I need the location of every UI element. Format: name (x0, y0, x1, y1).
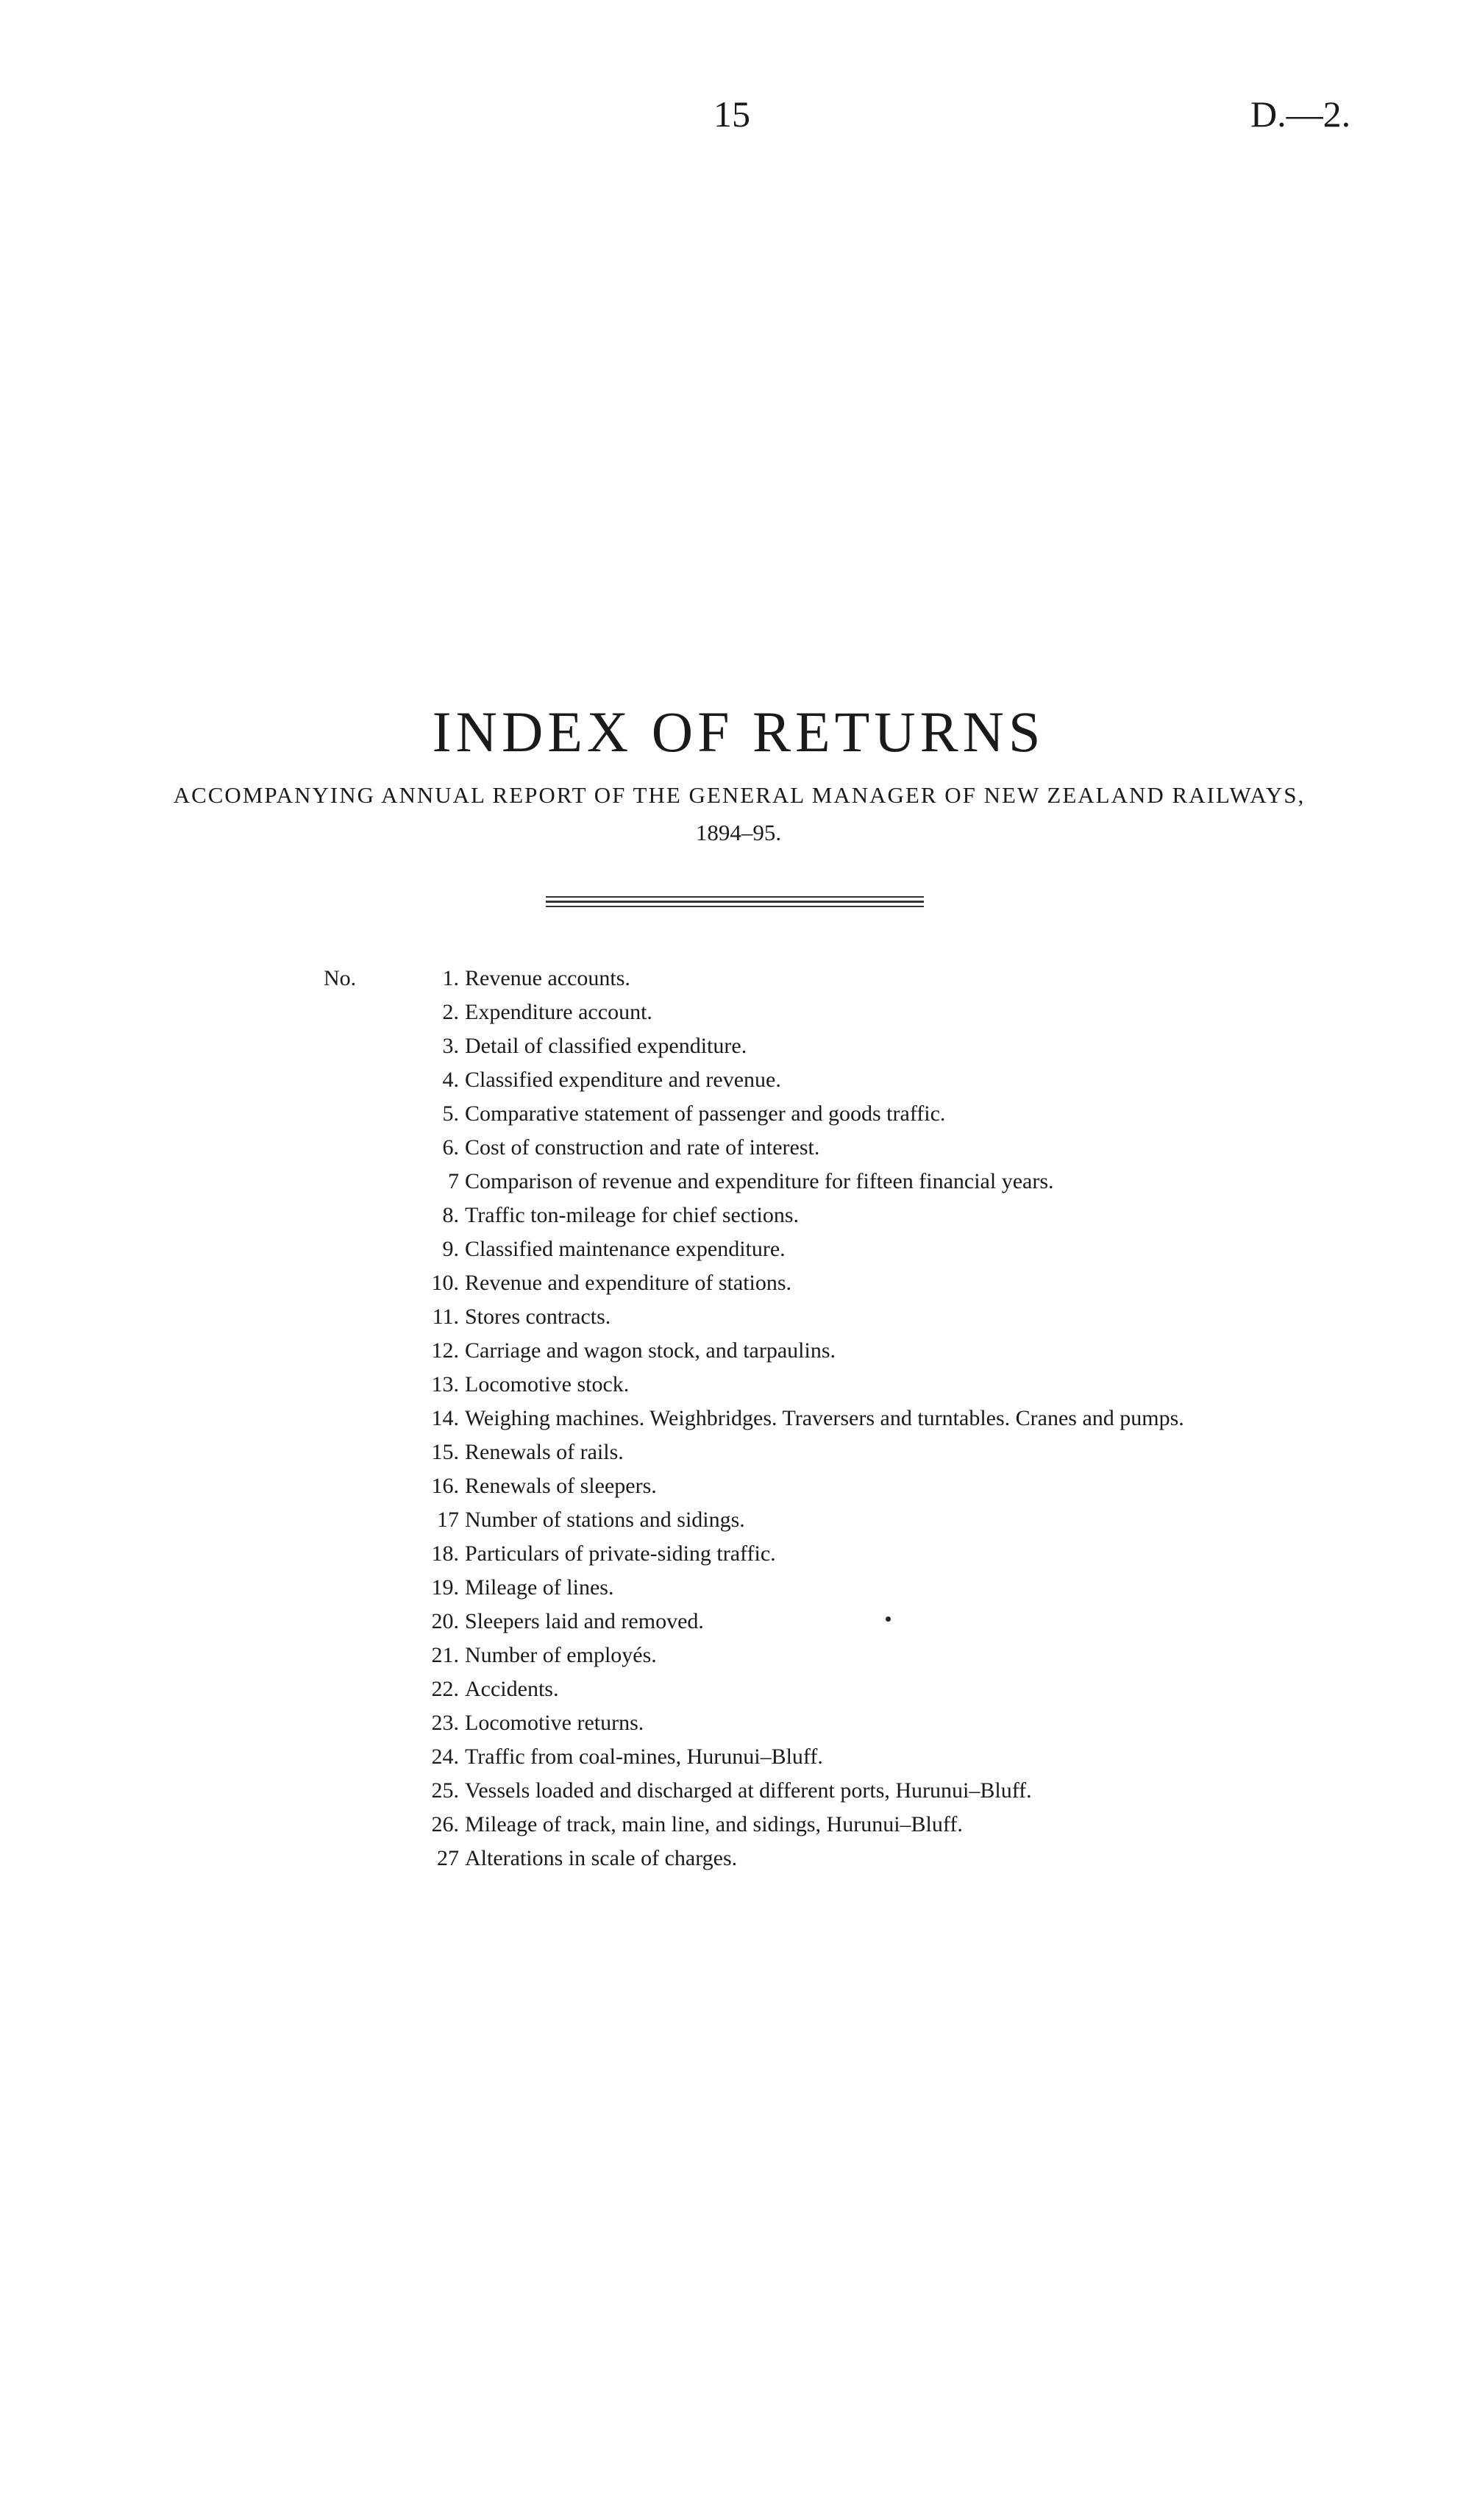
index-item-text: Classified expenditure and revenue. (465, 1068, 781, 1092)
index-item (324, 1199, 1427, 1232)
index-item-number: 6. (442, 1135, 459, 1160)
index-item (324, 1842, 1427, 1875)
index-item-number: 22. (431, 1677, 459, 1701)
index-item-number: 19. (431, 1575, 459, 1600)
divider-rule (546, 906, 924, 907)
index-item (324, 1537, 1427, 1571)
index-item-number: 25. (431, 1778, 459, 1803)
index-item (324, 1131, 1427, 1165)
index-item-text: Detail of classified expenditure. (465, 1034, 747, 1058)
index-item-number: 3. (442, 1034, 459, 1058)
index-item-text: Vessels loaded and discharged at different ports, Hurunui–Bluff. (465, 1778, 1032, 1803)
index-item-number: 5. (442, 1101, 459, 1126)
document-reference: D.—2. (1250, 93, 1351, 135)
index-item-number: 18. (431, 1541, 459, 1566)
index-item (324, 995, 1427, 1029)
index-item (324, 1097, 1427, 1131)
index-item-text: Number of stations and sidings. (465, 1508, 745, 1532)
index-item-text: Classified maintenance expenditure. (465, 1237, 786, 1261)
index-item (324, 1063, 1427, 1097)
index-item-text: Comparison of revenue and expenditure for fifteen financial years. (465, 1169, 1054, 1193)
index-item (324, 1232, 1427, 1266)
index-item (324, 1672, 1427, 1706)
index-item-number: 8. (442, 1203, 459, 1227)
index-item-number: 13. (431, 1372, 459, 1396)
index-item (324, 1334, 1427, 1368)
index-item-number: 27 (437, 1846, 459, 1870)
index-item-number: 2. (442, 1000, 459, 1024)
index-item-text: Traffic ton-mileage for chief sections. (465, 1203, 800, 1227)
index-item-text: Revenue accounts. (465, 966, 630, 990)
index-item-text: Accidents. (465, 1677, 559, 1701)
index-item-number: 12. (431, 1338, 459, 1363)
index-item-text: Stores contracts. (465, 1305, 611, 1329)
index-item-text: Mileage of lines. (465, 1575, 614, 1600)
divider-rule (546, 901, 924, 903)
index-item-text: Expenditure account. (465, 1000, 652, 1024)
index-item (324, 1029, 1427, 1063)
page-subtitle: ACCOMPANYING ANNUAL REPORT OF THE GENERAL MANAGER OF NEW ZEALAND RAILWAYS, (173, 782, 1306, 808)
index-item-text: Comparative statement of passenger and goods traffic. (465, 1101, 946, 1126)
index-item-number: 21. (431, 1643, 459, 1667)
index-item (324, 1605, 1427, 1639)
print-speck (886, 1616, 891, 1622)
index-item-number: 11. (432, 1305, 459, 1329)
report-year: 1894–95. (695, 820, 782, 845)
index-item-number: 14. (431, 1406, 459, 1430)
index-item-text: Weighing machines. Weighbridges. Traversers and turntables. Cranes and pumps. (465, 1406, 1184, 1430)
index-item (324, 1808, 1427, 1842)
index-item-text: Mileage of track, main line, and sidings, Hurunui–Bluff. (465, 1812, 963, 1836)
index-item-number: 16. (431, 1474, 459, 1498)
index-item (324, 1435, 1427, 1469)
index-item-text: Alterations in scale of charges. (465, 1846, 738, 1870)
index-item (324, 962, 1427, 995)
index-item-number: 15. (431, 1440, 459, 1464)
index-item (324, 1402, 1427, 1435)
index-item (324, 1639, 1427, 1672)
index-item-text: Sleepers laid and removed. (465, 1609, 704, 1633)
index-item-number: 26. (431, 1812, 459, 1836)
index-item-number: 23. (431, 1711, 459, 1735)
index-item-number: 17 (437, 1508, 459, 1532)
index-item-number: 4. (442, 1068, 459, 1092)
index-item-text: Number of employés. (465, 1643, 657, 1667)
index-item (324, 1571, 1427, 1605)
index-item-number: 9. (442, 1237, 459, 1261)
index-item (324, 1706, 1427, 1740)
index-item-number: 24. (431, 1745, 459, 1769)
index-item-text: Locomotive returns. (465, 1711, 644, 1735)
returns-index-list (324, 962, 1427, 1875)
index-item-text: Renewals of sleepers. (465, 1474, 657, 1498)
index-item-number: 20. (431, 1609, 459, 1633)
page-title: INDEX OF RETURNS (432, 700, 1045, 764)
index-item (324, 1774, 1427, 1808)
page-number: 15 (713, 93, 750, 135)
index-item-number: 7 (448, 1169, 459, 1193)
index-item (324, 1165, 1427, 1199)
index-item-number: 10. (431, 1271, 459, 1295)
index-item-text: Particulars of private-siding traffic. (465, 1541, 776, 1566)
index-item (324, 1300, 1427, 1334)
index-item-text: Renewals of rails. (465, 1440, 624, 1464)
number-label: No. (324, 966, 357, 990)
index-item-number: 1. (442, 966, 459, 990)
index-item-text: Cost of construction and rate of interest. (465, 1135, 820, 1160)
index-item (324, 1503, 1427, 1537)
index-item-text: Revenue and expenditure of stations. (465, 1271, 792, 1295)
index-item (324, 1469, 1427, 1503)
index-item-text: Locomotive stock. (465, 1372, 630, 1396)
index-item (324, 1740, 1427, 1774)
index-item (324, 1266, 1427, 1300)
index-item-text: Carriage and wagon stock, and tarpaulins. (465, 1338, 836, 1363)
index-item-text: Traffic from coal-mines, Hurunui–Bluff. (465, 1745, 823, 1769)
index-item (324, 1368, 1427, 1402)
divider-rule (546, 896, 924, 898)
